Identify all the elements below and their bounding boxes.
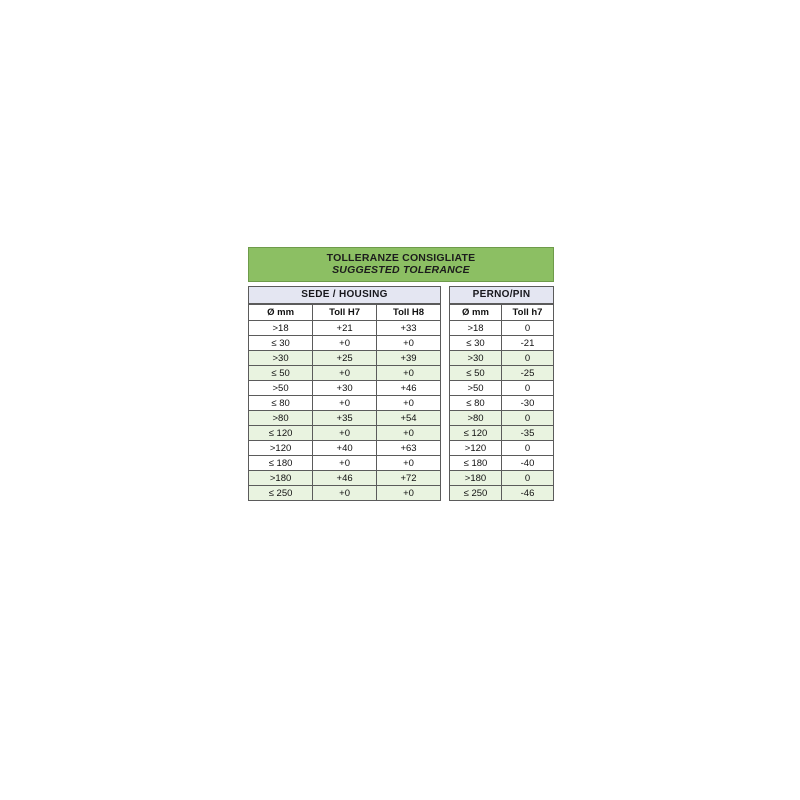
cell-h7-upper: +46 bbox=[313, 471, 377, 486]
cell-h7-lower: +0 bbox=[313, 396, 377, 411]
table-row bbox=[450, 486, 554, 501]
cell-diameter-to: ≤ 80 bbox=[450, 396, 502, 411]
cell-h7-lower: +0 bbox=[313, 456, 377, 471]
cell-h7-lower: +0 bbox=[313, 486, 377, 501]
housing-header-h7: Toll H7 bbox=[313, 305, 377, 321]
cell-h7-lower: -40 bbox=[502, 456, 554, 471]
cell-diameter-from: >180 bbox=[450, 471, 502, 486]
cell-h8-lower: +0 bbox=[377, 426, 441, 441]
cell-h7-lower: -25 bbox=[502, 366, 554, 381]
cell-h7-upper: +21 bbox=[313, 321, 377, 336]
cell-diameter-to: ≤ 80 bbox=[249, 396, 313, 411]
group-pin bbox=[449, 286, 554, 501]
cell-h8-lower: +0 bbox=[377, 456, 441, 471]
cell-h7-upper: 0 bbox=[502, 411, 554, 426]
cell-diameter-from: >50 bbox=[450, 381, 502, 396]
table-row bbox=[450, 456, 554, 471]
chart-groups bbox=[248, 286, 554, 501]
cell-h8-lower: +0 bbox=[377, 396, 441, 411]
chart-title-italian: TOLLERANZE CONSIGLIATE bbox=[326, 252, 476, 264]
cell-h7-lower: -46 bbox=[502, 486, 554, 501]
group-housing bbox=[248, 286, 441, 501]
cell-h7-lower: -21 bbox=[502, 336, 554, 351]
housing-header-diameter: Ø mm bbox=[249, 305, 313, 321]
table-row bbox=[450, 321, 554, 336]
housing-header-h8: Toll H8 bbox=[377, 305, 441, 321]
cell-h7-upper: +25 bbox=[313, 351, 377, 366]
table-row bbox=[450, 471, 554, 486]
cell-diameter-from: >120 bbox=[249, 441, 313, 456]
cell-h7-lower: +0 bbox=[313, 366, 377, 381]
table-row bbox=[450, 336, 554, 351]
cell-h7-upper: +35 bbox=[313, 411, 377, 426]
table-row bbox=[249, 321, 441, 336]
cell-diameter-to: ≤ 180 bbox=[450, 456, 502, 471]
cell-h7-upper: 0 bbox=[502, 441, 554, 456]
cell-h8-lower: +0 bbox=[377, 486, 441, 501]
cell-h7-lower: +0 bbox=[313, 426, 377, 441]
table-row bbox=[249, 411, 441, 426]
cell-diameter-to: ≤ 180 bbox=[249, 456, 313, 471]
cell-h8-upper: +46 bbox=[377, 381, 441, 396]
table-row bbox=[249, 486, 441, 501]
cell-h7-upper: 0 bbox=[502, 351, 554, 366]
chart-title-band bbox=[248, 247, 554, 282]
cell-h8-upper: +54 bbox=[377, 411, 441, 426]
cell-h8-lower: +0 bbox=[377, 366, 441, 381]
group-pin-label: PERNO/PIN bbox=[449, 286, 554, 304]
table-row bbox=[249, 351, 441, 366]
housing-table bbox=[248, 304, 441, 501]
cell-diameter-to: ≤ 50 bbox=[450, 366, 502, 381]
table-header-row bbox=[249, 305, 441, 321]
table-header-row bbox=[450, 305, 554, 321]
cell-diameter-to: ≤ 120 bbox=[249, 426, 313, 441]
cell-diameter-from: >120 bbox=[450, 441, 502, 456]
table-row bbox=[249, 471, 441, 486]
cell-h8-upper: +63 bbox=[377, 441, 441, 456]
chart-title-english: SUGGESTED TOLERANCE bbox=[332, 264, 470, 277]
table-row bbox=[249, 381, 441, 396]
cell-diameter-to: ≤ 30 bbox=[450, 336, 502, 351]
cell-diameter-from: >18 bbox=[249, 321, 313, 336]
table-row bbox=[450, 351, 554, 366]
cell-diameter-from: >30 bbox=[450, 351, 502, 366]
pin-table bbox=[449, 304, 554, 501]
table-row bbox=[450, 366, 554, 381]
cell-h7-lower: -30 bbox=[502, 396, 554, 411]
cell-diameter-from: >80 bbox=[450, 411, 502, 426]
table-row bbox=[249, 366, 441, 381]
cell-h8-lower: +0 bbox=[377, 336, 441, 351]
group-housing-label: SEDE / HOUSING bbox=[248, 286, 441, 304]
cell-h8-upper: +39 bbox=[377, 351, 441, 366]
cell-h7-upper: +30 bbox=[313, 381, 377, 396]
table-row bbox=[450, 441, 554, 456]
cell-h8-upper: +33 bbox=[377, 321, 441, 336]
cell-diameter-to: ≤ 250 bbox=[450, 486, 502, 501]
table-row bbox=[249, 456, 441, 471]
pin-header-diameter: Ø mm bbox=[450, 305, 502, 321]
table-row bbox=[249, 426, 441, 441]
cell-diameter-from: >30 bbox=[249, 351, 313, 366]
cell-diameter-from: >50 bbox=[249, 381, 313, 396]
cell-diameter-to: ≤ 120 bbox=[450, 426, 502, 441]
pin-header-h7: Toll h7 bbox=[502, 305, 554, 321]
cell-diameter-to: ≤ 250 bbox=[249, 486, 313, 501]
cell-h7-lower: -35 bbox=[502, 426, 554, 441]
cell-diameter-from: >18 bbox=[450, 321, 502, 336]
table-row bbox=[450, 426, 554, 441]
table-row bbox=[450, 381, 554, 396]
tolerance-chart bbox=[248, 247, 554, 501]
table-row bbox=[450, 411, 554, 426]
table-row bbox=[249, 336, 441, 351]
cell-h7-upper: 0 bbox=[502, 381, 554, 396]
table-row bbox=[249, 441, 441, 456]
cell-diameter-from: >180 bbox=[249, 471, 313, 486]
table-row bbox=[249, 396, 441, 411]
cell-diameter-to: ≤ 50 bbox=[249, 366, 313, 381]
cell-h7-lower: +0 bbox=[313, 336, 377, 351]
cell-diameter-to: ≤ 30 bbox=[249, 336, 313, 351]
cell-diameter-from: >80 bbox=[249, 411, 313, 426]
cell-h8-upper: +72 bbox=[377, 471, 441, 486]
cell-h7-upper: 0 bbox=[502, 321, 554, 336]
cell-h7-upper: 0 bbox=[502, 471, 554, 486]
table-row bbox=[450, 396, 554, 411]
cell-h7-upper: +40 bbox=[313, 441, 377, 456]
